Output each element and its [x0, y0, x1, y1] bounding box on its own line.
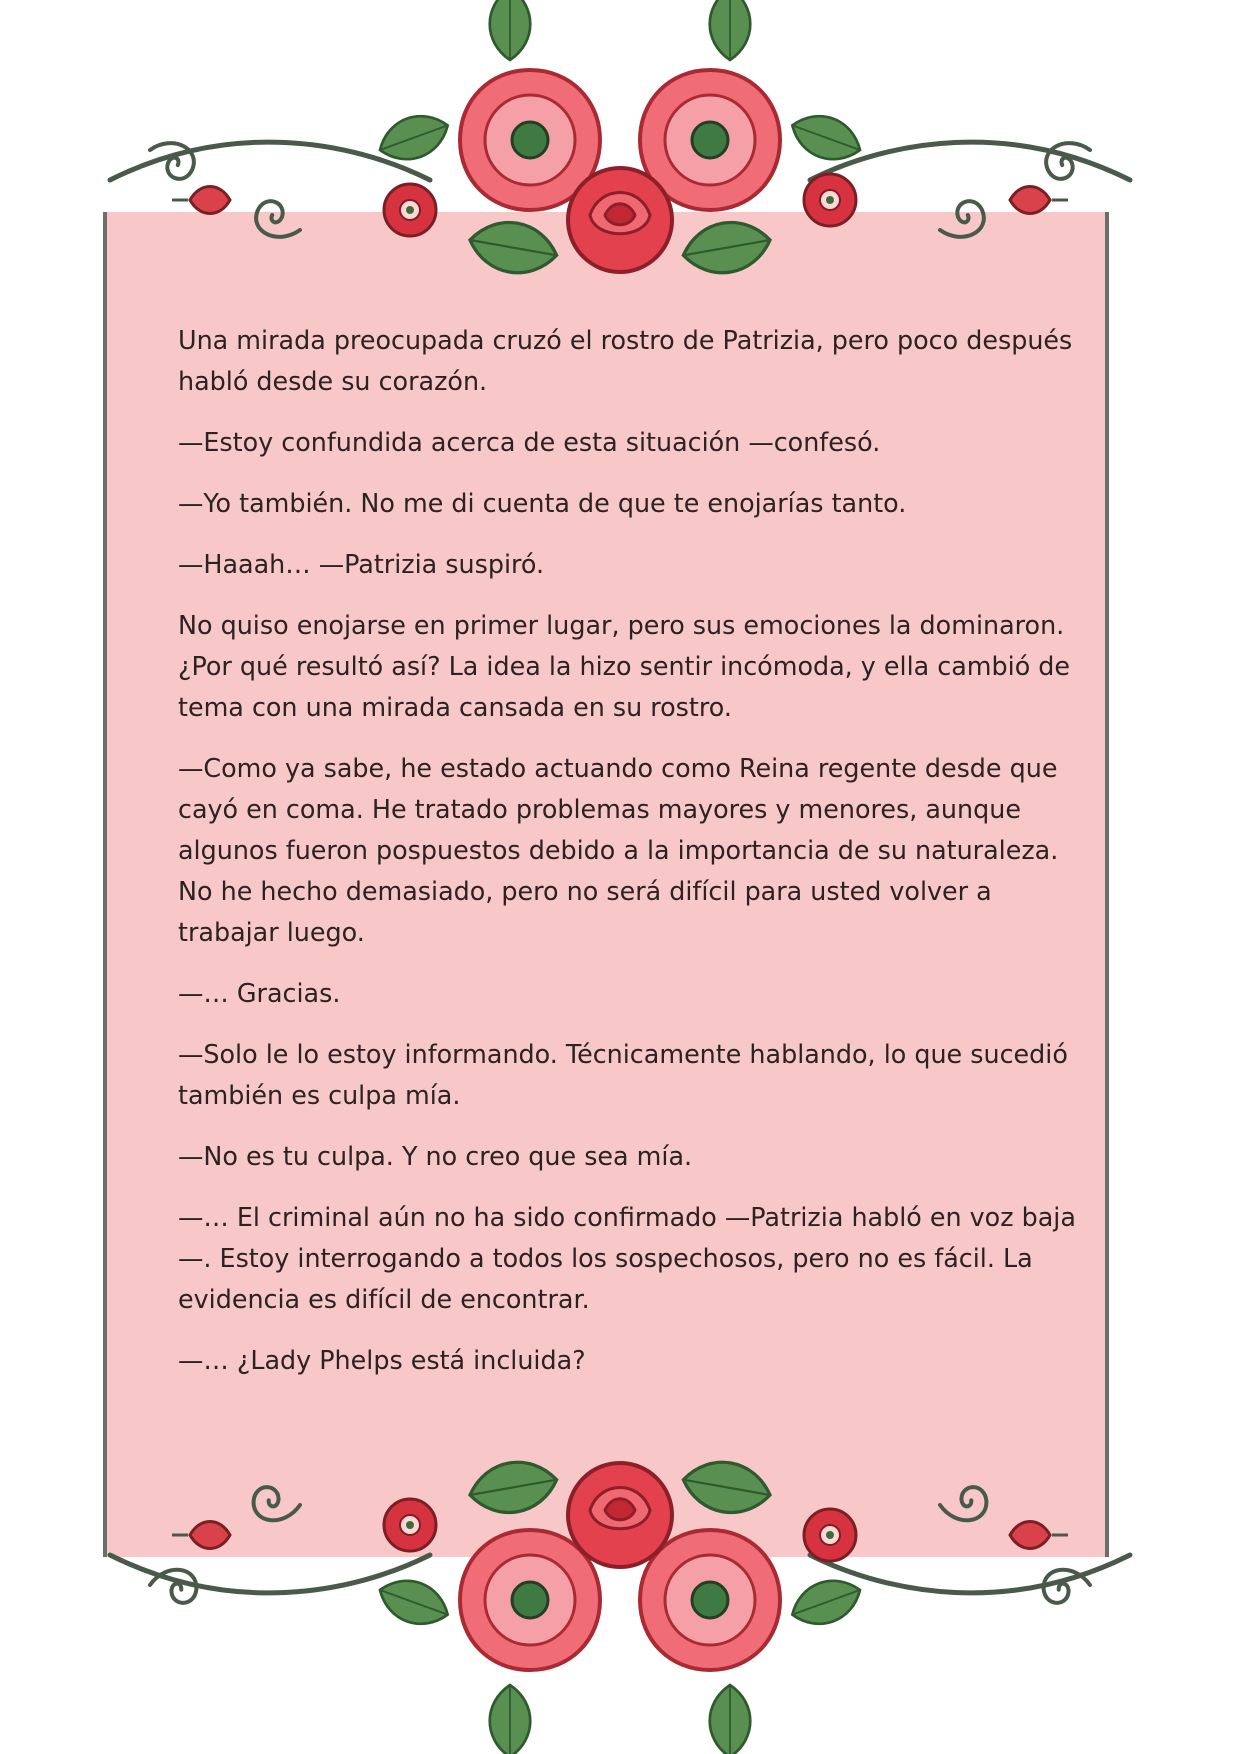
paragraph: —Como ya sabe, he estado actuando como Reina regente desde que cayó en coma. He tratado problemas mayores y menores, aunque algunos fueron pospuestos debido a la importancia de su naturaleza. No he hecho demasiado, pero no será difícil para usted volver a trabajar luego. [178, 753, 1059, 947]
top-floral-ornament-icon [50, 0, 1190, 330]
document-text [178, 320, 1078, 1401]
paragraph: —… Gracias. [178, 978, 341, 1008]
paragraph: —… ¿Lady Phelps está incluida? [178, 1345, 586, 1375]
paragraph: Una mirada preocupada cruzó el rostro de Patrizia, pero poco después habló desde su corazón. [178, 325, 1073, 396]
paragraph: —No es tu culpa. Y no creo que sea mía. [178, 1141, 693, 1171]
paragraph: No quiso enojarse en primer lugar, pero sus emociones la dominaron. ¿Por qué resultó así? La idea la hizo sentir incómoda, y ella cambió de tema con una mirada cansada en su rostro. [178, 610, 1071, 722]
paragraph: —Haaah… —Patrizia suspiró. [178, 549, 545, 579]
paragraph: —… El criminal aún no ha sido confirmado —Patrizia habló en voz baja—. Estoy interrogando a todos los sospechosos, pero no es fácil. La evidencia es difícil de encontrar. [178, 1202, 1076, 1314]
paragraph: —Yo también. No me di cuenta de que te enojarías tanto. [178, 488, 907, 518]
bottom-floral-ornament-icon [50, 1415, 1190, 1754]
paragraph: —Solo le lo estoy informando. Técnicamente hablando, lo que sucedió también es culpa mía. [178, 1039, 1068, 1110]
paragraph: —Estoy confundida acerca de esta situación —confesó. [178, 427, 881, 457]
